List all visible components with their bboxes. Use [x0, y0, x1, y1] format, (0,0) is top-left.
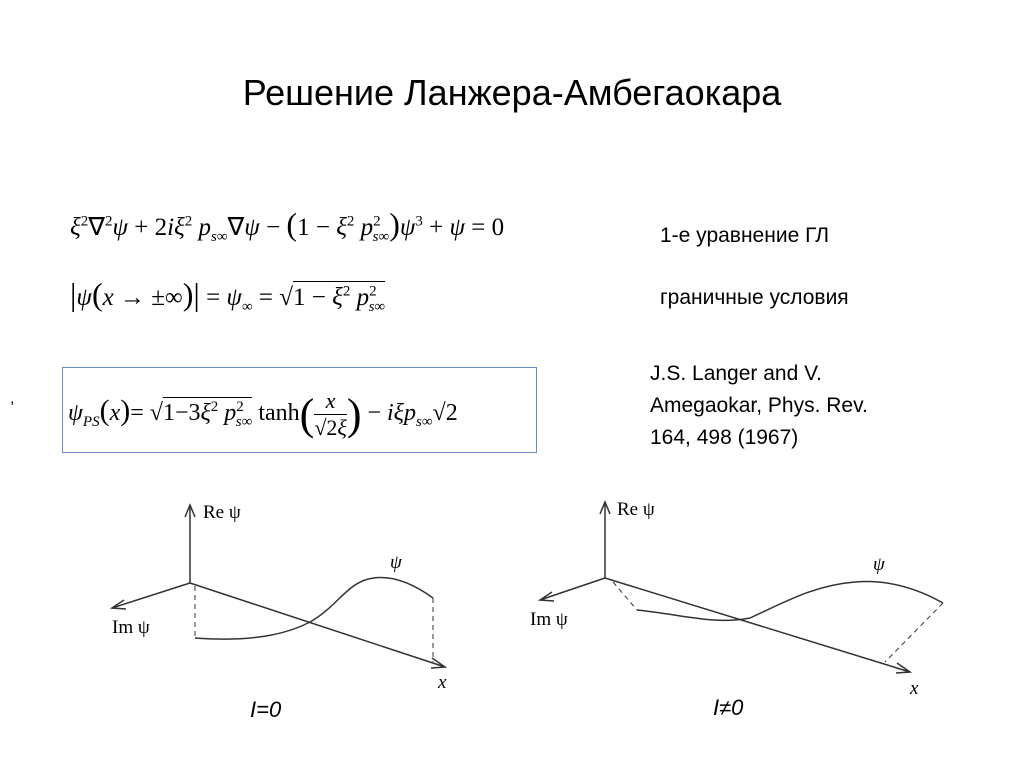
psi-curve	[637, 582, 943, 621]
psi-curve-label: ψ	[390, 552, 402, 573]
psi-curve-label: ψ	[873, 554, 885, 575]
im-axis-label: Im ψ	[530, 609, 568, 630]
x-axis-label: x	[438, 672, 447, 690]
im-axis-label: Im ψ	[112, 617, 150, 638]
x-axis-label: x	[910, 678, 919, 699]
re-axis-label: Re ψ	[617, 499, 655, 520]
reference	[650, 358, 950, 454]
boundary-equation: |ψ(x → ±∞)| = $\psi_\infty = √1 - \xi^2$ $p^2_{s\infty}$	[70, 276, 386, 315]
stray-comma: ,	[10, 390, 15, 407]
solution-equation: $\psi_{PS}(x)= √1-3\xi^2$ $p^2_{s\infty}$ tanh( $\frac{x}{√2\xi}$ ) − iξp$_{s\infty}$√2	[68, 388, 458, 440]
reference-line-3: 164, 498 (1967)	[650, 426, 799, 449]
plot-right-caption: I≠0	[713, 695, 744, 720]
im-axis-line	[112, 583, 190, 608]
slide-title: Решение Ланжера-Амбегаокара	[242, 72, 782, 113]
right-offset-line	[885, 603, 943, 662]
plot-left-caption: I=0	[250, 697, 282, 722]
im-axis-line	[540, 578, 605, 600]
boundary-label: граничные условия	[660, 286, 849, 309]
gl-equation: $\xi^2\nabla^2\psi + 2i\xi^2$ $p_{s\infty}\nabla\psi - (1 - \xi^2$ $p^2_{s\infty})\psi^3 + \psi = 0$	[70, 206, 505, 245]
gl-equation-label: 1-е уравнение ГЛ	[660, 224, 830, 247]
x-axis-line	[190, 583, 445, 667]
psi-curve	[195, 578, 433, 640]
plot-left	[100, 490, 470, 690]
plot-right	[525, 490, 965, 700]
reference-line-2: Amegaokar, Phys. Rev.	[650, 394, 868, 417]
re-axis-label: Re ψ	[203, 502, 241, 523]
x-axis-line	[605, 578, 910, 672]
reference-line-1: J.S. Langer and V.	[650, 362, 823, 385]
